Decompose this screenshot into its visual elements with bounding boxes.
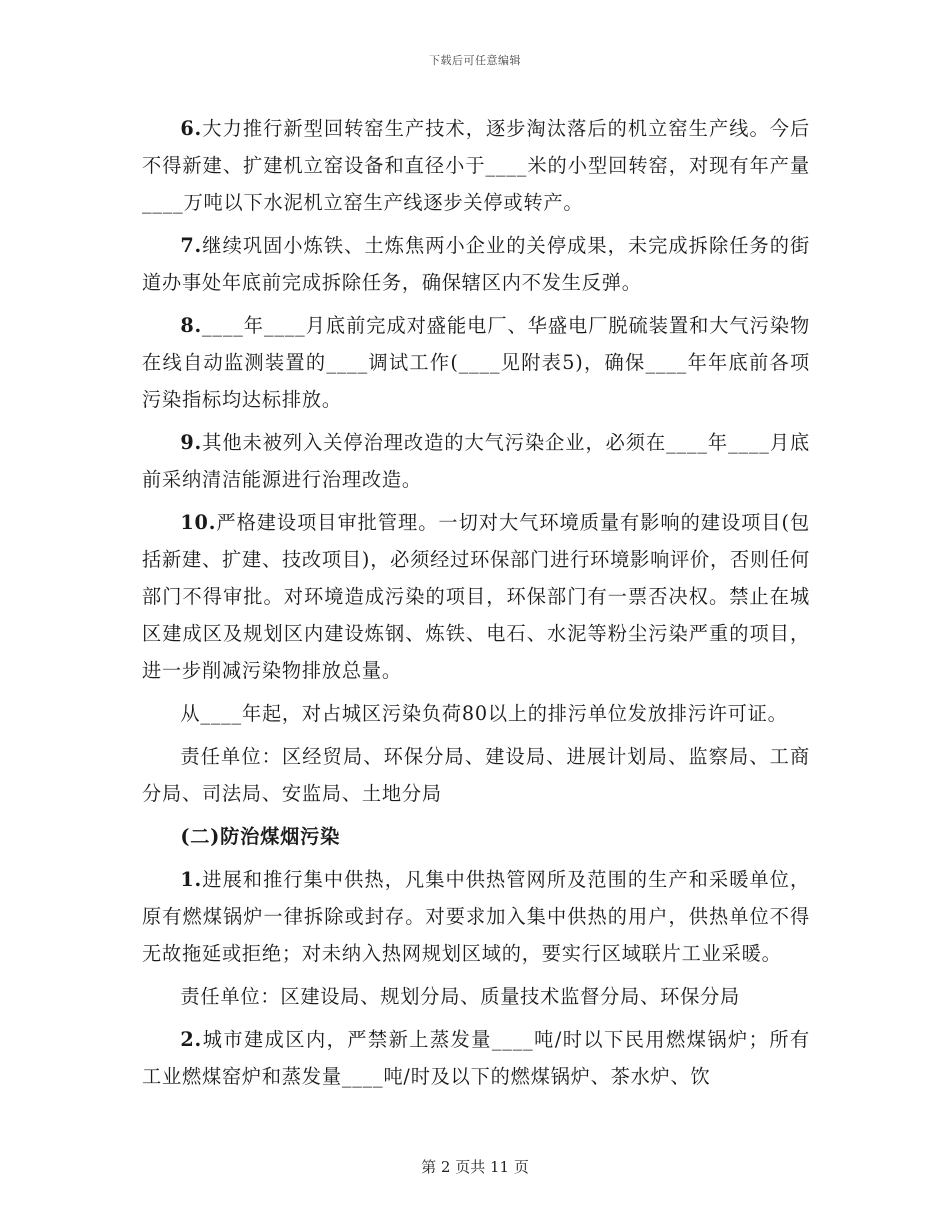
- paragraph-s2-1: [142, 861, 810, 972]
- item-number: 7.: [180, 234, 203, 257]
- paragraph-text: 城市建成区内，严禁新上蒸发量____吨/时以下民用燃煤锅炉；所有工业燃煤窑炉和蒸发量____吨/时及以下的燃煤锅炉、茶水炉、饮: [142, 1028, 810, 1088]
- paragraph-text: 严格建设项目审批管理。一切对大气环境质量有影响的建设项目(包括新建、扩建、技改项目)，必须经过环保部门进行环境影响评价，否则任何部门不得审批。对环境造成污染的项目，环保部门有一票否决权。禁止在城区建成区及规划区内建设炼钢、炼铁、电石、水泥等粉尘污染严重的项目，进一步削减污染物排放总量。: [142, 511, 810, 682]
- item-number: 9.: [180, 431, 203, 454]
- paragraph-text: 责任单位：区建设局、规划分局、质量技术监督分局、环保分局: [180, 985, 741, 1008]
- paragraph-text: 继续巩固小炼铁、土炼焦两小企业的关停成果，未完成拆除任务的街道办事处年底前完成拆除任务，确保辖区内不发生反弹。: [142, 234, 810, 294]
- item-number: 2.: [180, 1028, 203, 1051]
- paragraph-6: [142, 110, 810, 221]
- responsible-units-2: [142, 978, 810, 1015]
- item-number: 8.: [180, 314, 203, 337]
- paragraph-8: [142, 307, 810, 418]
- paragraph-10: [142, 504, 810, 689]
- paragraph-text: 进展和推行集中供热，凡集中供热管网所及范围的生产和采暖单位，原有燃煤锅炉一律拆除或封存。对要求加入集中供热的用户，供热单位不得无故拖延或拒绝；对未纳入热网规划区域的，要实行区域联片工业采暖。: [142, 868, 810, 965]
- paragraph-7: [142, 227, 810, 301]
- paragraph-permit: [142, 695, 810, 732]
- item-number: 6.: [180, 117, 203, 140]
- paragraph-text: 责任单位：区经贸局、环保分局、建设局、进展计划局、监察局、工商分局、司法局、安监局、土地分局: [142, 745, 810, 805]
- item-number: 10.: [180, 511, 217, 534]
- page-footer: 第 2 页共 11 页: [421, 1158, 529, 1176]
- paragraph-text: 其他未被列入关停治理改造的大气污染企业，必须在____年____月底前采纳清洁能源进行治理改造。: [142, 431, 810, 491]
- paragraph-s2-2: [142, 1021, 810, 1095]
- section-heading: (二)防治煤烟污染: [180, 825, 341, 848]
- responsible-units-1: [142, 738, 810, 812]
- paragraph-text: 大力推行新型回转窑生产技术，逐步淘汰落后的机立窑生产线。今后不得新建、扩建机立窑设备和直径小于____米的小型回转窑，对现有年产量____万吨以下水泥机立窑生产线逐步关停或转产。: [142, 117, 810, 214]
- document-body: [142, 110, 810, 1101]
- paragraph-text: 从____年起，对占城区污染负荷80以上的排污单位发放排污许可证。: [180, 702, 788, 725]
- page-header: 下载后可任意编辑: [429, 54, 521, 67]
- paragraph-9: [142, 424, 810, 498]
- item-number: 1.: [180, 868, 203, 891]
- paragraph-text: ____年____月底前完成对盛能电厂、华盛电厂脱硫装置和大气污染物在线自动监测装置的____调试工作(____见附表5)，确保____年年底前各项污染指标均达标排放。: [142, 314, 810, 411]
